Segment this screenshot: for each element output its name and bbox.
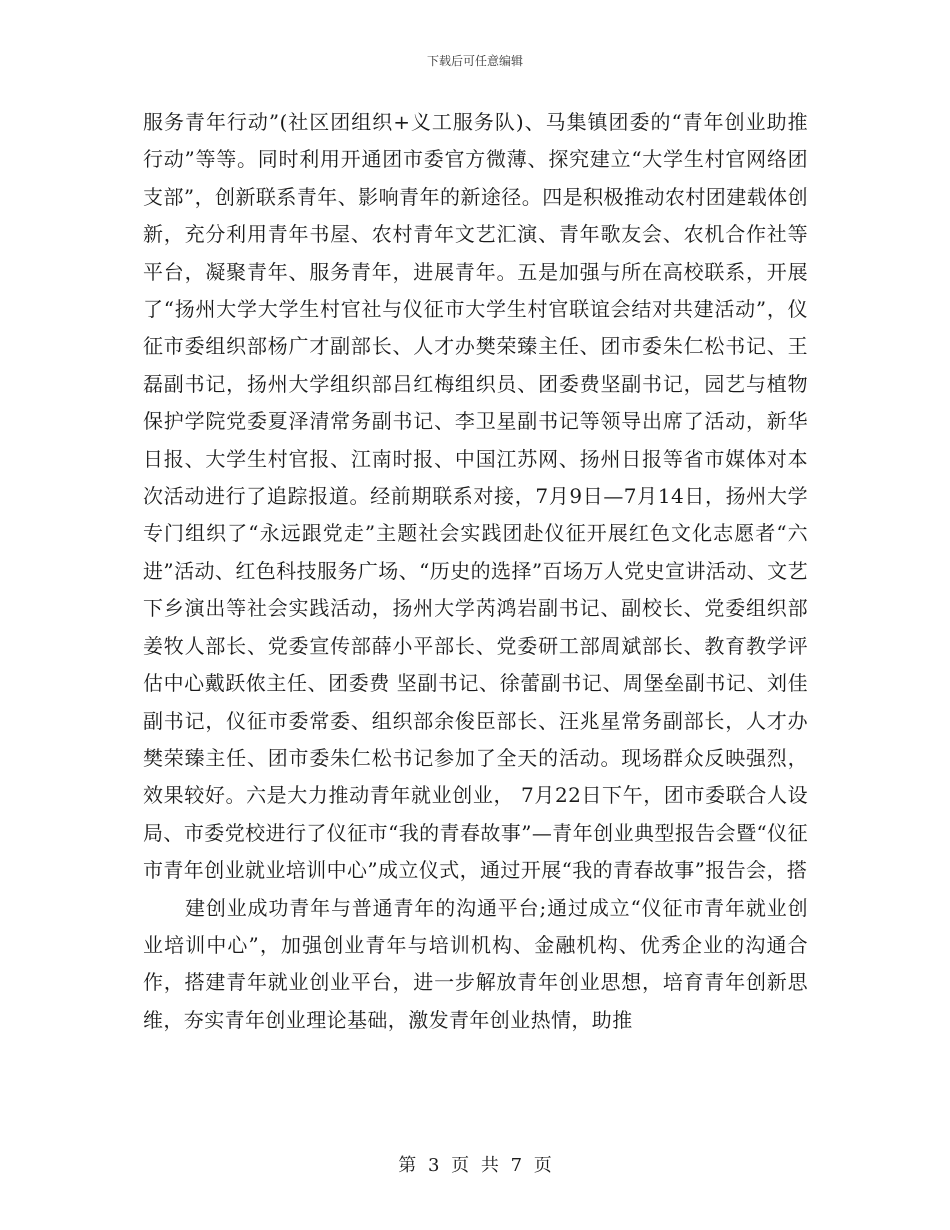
page-header: 下载后可任意编辑	[426, 54, 523, 68]
page-footer: 第 3 页 共 7 页	[398, 1155, 552, 1176]
body-paragraph: 建创业成功青年与普通青年的沟通平台;通过成立“仪征市青年就业创业培训中心”，加强创业青年与培训机构、金融机构、优秀企业的沟通合作，搭建青年就业创业平台，进一步解放青年创业思想，培育青年创新思维，夯实青年创业理论基础，激发青年创业热情，助推	[143, 895, 808, 1032]
body-paragraph: 服务青年行动”(社区团组织+义工服务队)、马集镇团委的“青年创业助推行动”等等。同时利用开通团市委官方微薄、探究建立“大学生村官网络团支部”，创新联系青年、影响青年的新途径。四是积极推动农村团建载体创新，充分利用青年书屋、农村青年文艺汇演、青年歌友会、农机合作社等平台，凝聚青年、服务青年，进展青年。五是加强与所在高校联系，开展了“扬州大学大学生村官社与仪征市大学生村官联谊会结对共建活动”，仪征市委组织部杨广才副部长、人才办樊荣臻主任、团市委朱仁松书记、王磊副书记，扬州大学组织部吕红梅组织员、团委费坚副书记，园艺与植物保护学院党委夏泽清常务副书记、李卫星副书记等领导出席了活动，新华日报、大学生村官报、江南时报、中国江苏网、扬州日报等省市媒体对本次活动进行了追踪报道。经前期联系对接，7月9日—7月14日，扬州大学专门组织了“永远跟党走”主题社会实践团赴仪征开展红色文化志愿者“六进”活动、红色科技服务广场、“历史的选择”百场万人党史宣讲活动、文艺下乡演出等社会实践活动，扬州大学芮鸿岩副书记、副校长、党委组织部姜牧人部长、党委宣传部薛小平部长、党委研工部周斌部长、教育教学评估中心戴跃侬主任、团委费 坚副书记、徐蕾副书记、周堡垒副书记、刘佳副书记，仪征市委常委、组织部余俊臣部长、汪兆星常务副部长，人才办樊荣臻主任、团市委朱仁松书记参加了全天的活动。现场群众反映强烈，效果较好。六是大力推动青年就业创业， 7月22日下午，团市委联合人设局、市委党校进行了仪征市“我的青春故事”—青年创业典型报告会暨“仪征市青年创业就业培训中心”成立仪式，通过开展“我的青春故事”报告会，搭	[143, 110, 808, 883]
document-body	[143, 104, 808, 1039]
